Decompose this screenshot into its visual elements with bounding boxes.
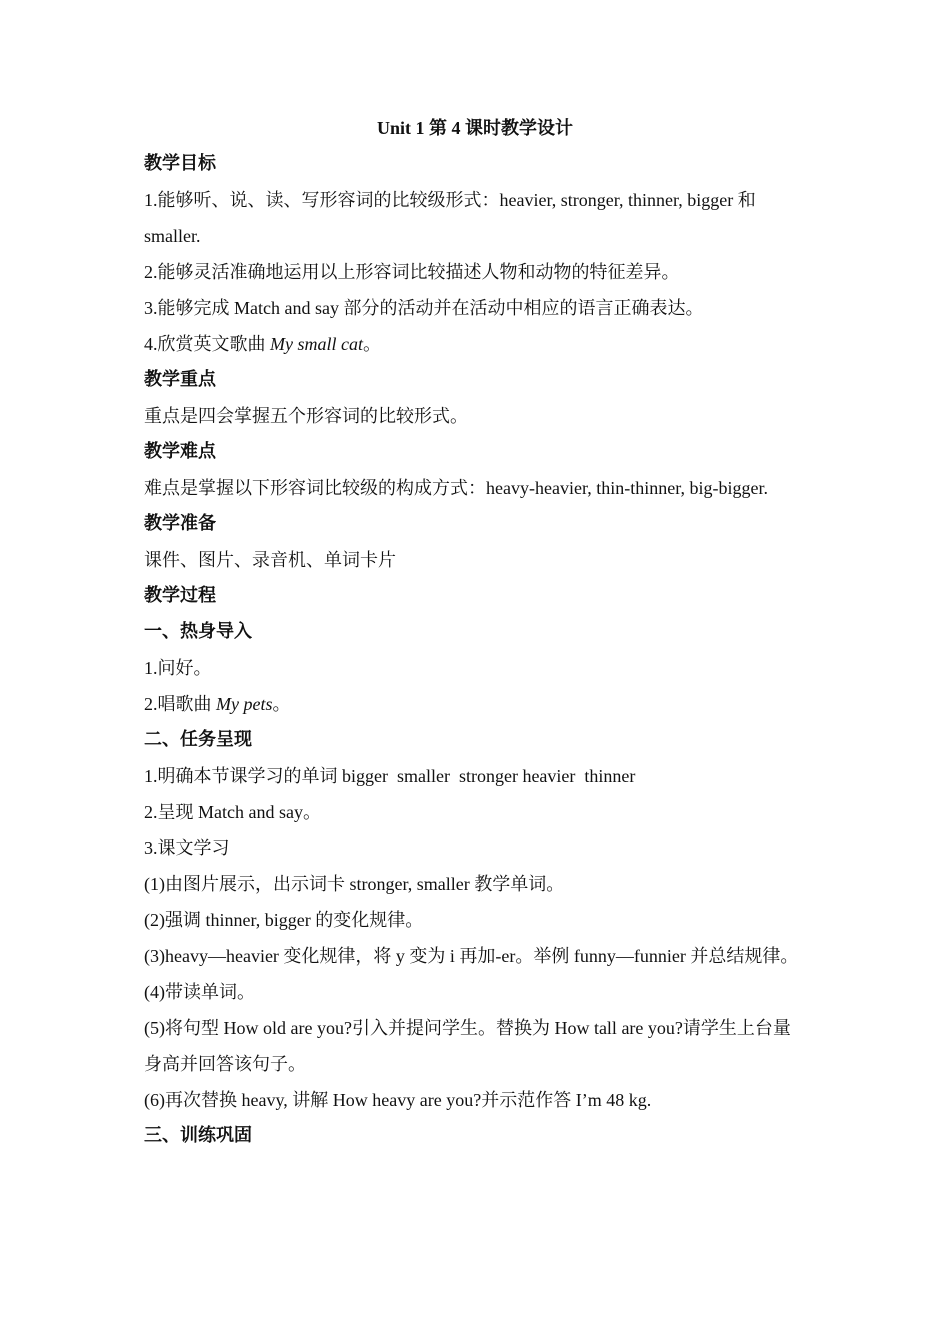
objective-item-4-prefix: 4.欣赏英文歌曲 — [144, 334, 270, 354]
document-title: Unit 1 第 4 课时教学设计 — [376, 118, 573, 138]
difficulties-text: 难点是掌握以下形容词比较级的构成方式：heavy-heavier, thin-thinner, big-bigger. — [144, 478, 768, 498]
document-body — [144, 146, 804, 1154]
objective-item-3: 3.能够完成 Match and say 部分的活动并在活动中相应的语言正确表达。 — [144, 298, 704, 318]
objective-item-2: 2.能够灵活准确地运用以上形容词比较描述人物和动物的特征差异。 — [144, 262, 680, 282]
process-part2-heading: 二、任务呈现 — [144, 729, 252, 750]
preparation-text: 课件、图片、录音机、单词卡片 — [144, 550, 396, 570]
process-part2-sub-4: (4)带读单词。 — [144, 982, 255, 1002]
process-part2-sub-2: (2)强调 thinner, bigger 的变化规律。 — [144, 910, 424, 930]
process-part2-sub-6: (6)再次替换 heavy, 讲解 How heavy are you?并示范作答 I’m 48 kg. — [144, 1090, 652, 1110]
section-heading-objectives: 教学目标 — [144, 153, 216, 174]
process-part1-item-2-suffix: 。 — [272, 694, 291, 714]
section-heading-difficulties: 教学难点 — [144, 441, 216, 462]
key-points-text: 重点是四会掌握五个形容词的比较形式。 — [144, 406, 468, 426]
process-part1-heading: 一、热身导入 — [144, 621, 252, 642]
process-part2-item-2: 2.呈现 Match and say。 — [144, 802, 321, 822]
process-part2-item-1: 1.明确本节课学习的单词 bigger smaller stronger heavier thinner — [144, 766, 636, 786]
process-part3-heading: 三、训练巩固 — [144, 1125, 252, 1146]
section-heading-preparation: 教学准备 — [144, 513, 216, 534]
objective-item-4-suffix: 。 — [362, 334, 381, 354]
process-part2-sub-1: (1)由图片展示，出示词卡 stronger, smaller 教学单词。 — [144, 874, 565, 894]
objective-item-1: 1.能够听、说、读、写形容词的比较级形式：heavier, stronger, thinner, bigger 和 smaller. — [144, 190, 756, 246]
section-heading-key-points: 教学重点 — [144, 369, 216, 390]
process-part1-item-1: 1.问好。 — [144, 658, 212, 678]
objective-item-4 — [144, 326, 804, 362]
process-part2-item-3: 3.课文学习 — [144, 838, 230, 858]
process-part2-sub-5: (5)将句型 How old are you?引入并提问学生。替换为 How tall are you?请学生上台量身高并回答该句子。 — [144, 1018, 791, 1074]
process-part1-item-2 — [144, 686, 804, 722]
song-title-my-pets: My pets — [216, 694, 273, 714]
process-part2-sub-3: (3)heavy—heavier 变化规律，将 y 变为 i 再加-er。举例 funny—funnier 并总结规律。 — [144, 946, 799, 966]
section-heading-process: 教学过程 — [144, 585, 216, 606]
process-part1-item-2-prefix: 2.唱歌曲 — [144, 694, 216, 714]
song-title-my-small-cat: My small cat — [270, 334, 363, 354]
